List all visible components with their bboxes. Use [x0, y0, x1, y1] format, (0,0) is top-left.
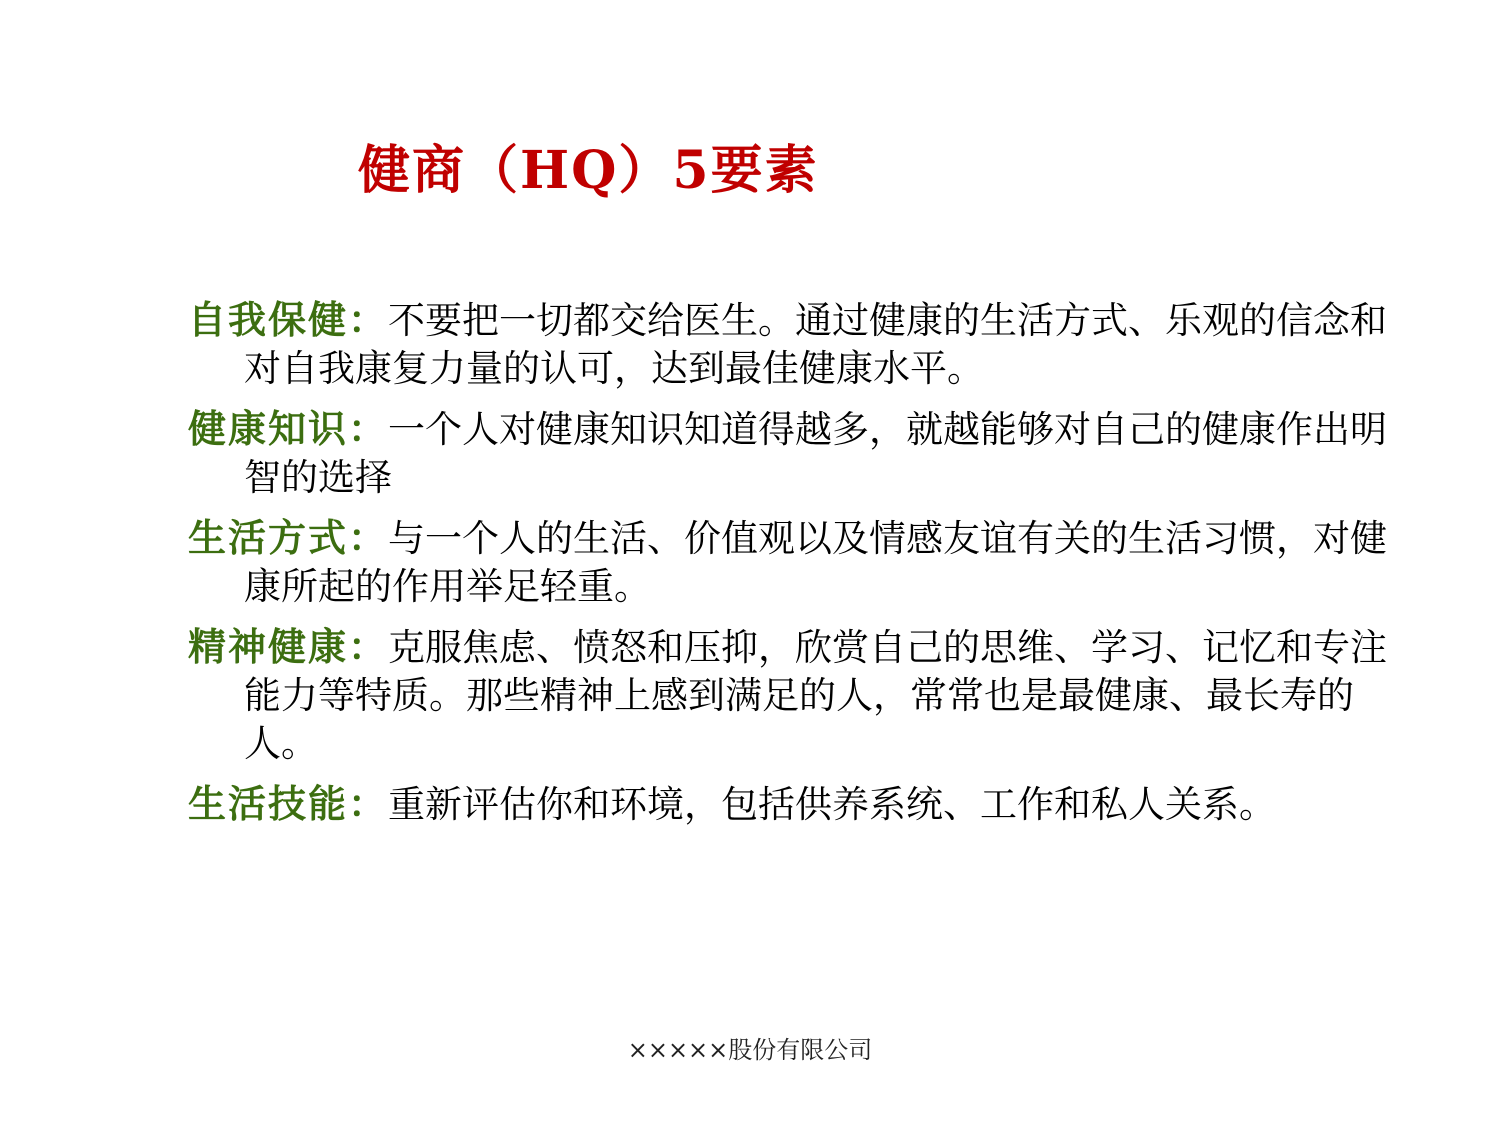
- item-term: 自我保健：: [188, 298, 389, 342]
- list-item: [188, 780, 1388, 829]
- footer-company: ×××××股份有限公司: [627, 1036, 873, 1064]
- item-description: 一个人对健康知识知道得越多，就越能够对自己的健康作出明智的选择: [244, 408, 1388, 499]
- list-item: [188, 623, 1388, 768]
- list-item: [188, 514, 1388, 611]
- slide-title: 健商（HQ）5要素: [358, 140, 819, 201]
- item-term: 健康知识：: [188, 407, 389, 451]
- item-description: 重新评估你和环境，包括供养系统、工作和私人关系。: [388, 783, 1277, 826]
- item-term: 精神健康：: [188, 625, 389, 669]
- item-term: 生活方式：: [188, 516, 389, 560]
- list-item: [188, 296, 1388, 393]
- item-term: 生活技能：: [188, 782, 389, 826]
- item-description: 与一个人的生活、价值观以及情感友谊有关的生活习惯，对健康所起的作用举足轻重。: [244, 517, 1388, 608]
- list-item: [188, 405, 1388, 502]
- item-description: 克服焦虑、愤怒和压抑，欣赏自己的思维、学习、记忆和专注能力等特质。那些精神上感到满足的人，常常也是最健康、最长寿的人。: [244, 626, 1388, 765]
- elements-list: [188, 296, 1388, 841]
- item-description: 不要把一切都交给医生。通过健康的生活方式、乐观的信念和对自我康复力量的认可，达到最佳健康水平。: [244, 299, 1388, 390]
